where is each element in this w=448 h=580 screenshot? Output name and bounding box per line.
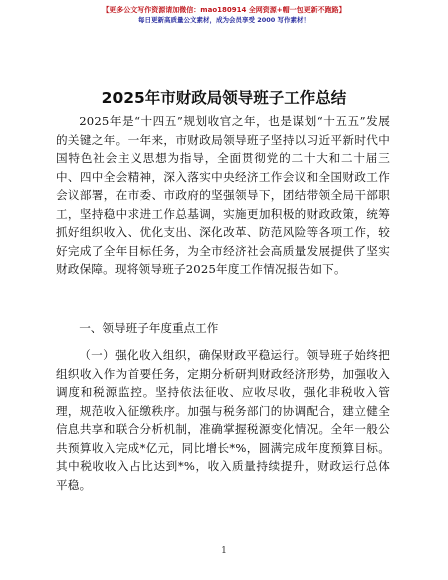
subsection-paragraph bbox=[56, 346, 390, 494]
banner-line-1: 【更多公文写作资源请加微信：mao180914 全网资源+帽一包更新不跑路】 bbox=[102, 6, 346, 14]
subsection-text: 领导班子始终把组织收入作为首要任务，定期分析研判财政经济形势，加强收入调度和税源监控。坚持依法征收、应收尽收，强化非税收入管理，规范收入征缴秩序。加强与税务部门的协调配合，建立健全信息共享和联合分析机制，准确掌握税源变化情况。全年一般公共预算收入完成*亿元，同比增长*%，圆满完成年度预算目标。其中税收收入占比达到*%，收入质量持续提升，财政运行总体平稳。 bbox=[56, 348, 390, 492]
promo-banner bbox=[0, 5, 448, 25]
document-title: 2025年市财政局领导班子工作总结 bbox=[101, 89, 347, 107]
subsection-lead: （一）强化收入组织，确保财政平稳运行。 bbox=[79, 348, 307, 362]
section-heading: 一、领导班子年度重点工作 bbox=[79, 321, 219, 335]
intro-paragraph: 2025年是“十四五”规划收官之年，也是谋划“十五五”发展的关键之年。一年来，市财政局领导班子坚持以习近平新时代中国特色社会主义思想为指导，全面贯彻党的二十大和二十届三中、四中全会精神，深入落实中央经济工作会议和全国财政工作会议部署，在市委、市政府的坚强领导下，团结带领全局干部职工，坚持稳中求进工作总基调，实施更加积极的财政政策，统筹抓好组织收入、优化支出、深化改革、防范风险等各项工作，较好完成了全年目标任务，为全市经济社会高质量发展提供了坚实财政保障。现将领导班子2025年度工作情况报告如下。 bbox=[56, 114, 390, 277]
page-number: 1 bbox=[221, 546, 227, 556]
banner-line-2: 每日更新高质量公文素材，成为会员享受 2000 写作素材！ bbox=[137, 16, 311, 24]
